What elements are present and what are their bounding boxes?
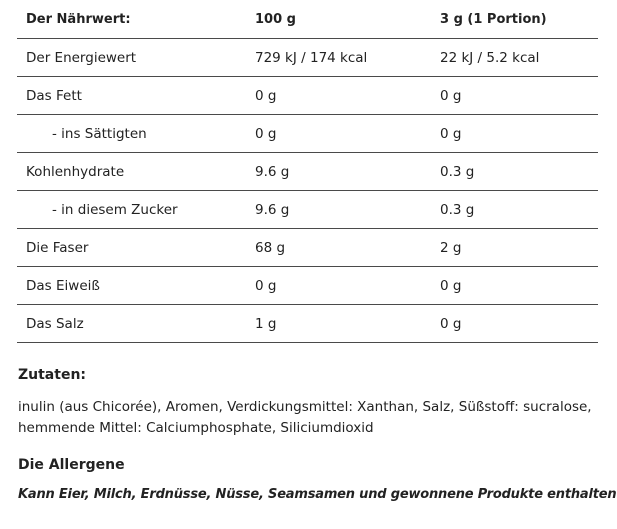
table-row xyxy=(17,267,598,305)
table-row xyxy=(17,229,598,267)
row-per-100g: 9.6 g xyxy=(255,163,290,180)
row-label: Das Salz xyxy=(26,315,84,332)
row-label: Das Fett xyxy=(26,87,82,104)
row-label: Der Energiewert xyxy=(26,49,137,66)
row-label: - in diesem Zucker xyxy=(52,201,178,218)
row-per-100g: 729 kJ / 174 kcal xyxy=(255,49,368,66)
header-nutrient: Der Nährwert: xyxy=(26,11,131,27)
table-row xyxy=(17,77,598,115)
row-per-100g: 0 g xyxy=(255,87,277,104)
header-per-100g: 100 g xyxy=(255,11,296,27)
table-row xyxy=(17,39,598,77)
row-per-portion: 0 g xyxy=(440,277,462,294)
row-per-portion: 0.3 g xyxy=(440,163,475,180)
row-per-portion: 0 g xyxy=(440,125,462,142)
table-row xyxy=(17,153,598,191)
row-per-100g: 0 g xyxy=(255,125,277,142)
allergens-text: Kann Eier, Milch, Erdnüsse, Nüsse, Seamsamen und gewonnene Produkte enthalten xyxy=(18,487,617,502)
ingredients-text: inulin (aus Chicorée), Aromen, Verdickungsmittel: Xanthan, Salz, Süßstoff: sucralose, hemmende Mittel: Calciumphosphate, Siliciumdioxid xyxy=(18,399,592,436)
nutrition-table xyxy=(17,0,598,343)
table-row xyxy=(17,305,598,343)
row-per-100g: 9.6 g xyxy=(255,201,290,218)
row-per-100g: 1 g xyxy=(255,315,277,332)
row-per-100g: 0 g xyxy=(255,277,277,294)
row-per-100g: 68 g xyxy=(255,239,286,256)
row-per-portion: 22 kJ / 5.2 kcal xyxy=(440,49,540,66)
row-per-portion: 0.3 g xyxy=(440,201,475,218)
table-row xyxy=(17,115,598,153)
row-per-portion: 0 g xyxy=(440,87,462,104)
row-label: Kohlenhydrate xyxy=(26,163,125,180)
table-row xyxy=(17,191,598,229)
row-label: - ins Sättigten xyxy=(52,125,147,142)
header-per-portion: 3 g (1 Portion) xyxy=(440,11,547,27)
table-header-row xyxy=(17,0,598,39)
row-label: Die Faser xyxy=(26,239,89,256)
allergens-title: Die Allergene xyxy=(18,457,125,473)
row-per-portion: 0 g xyxy=(440,315,462,332)
ingredients-title: Zutaten: xyxy=(18,367,87,383)
row-label: Das Eiweiß xyxy=(26,277,100,294)
row-per-portion: 2 g xyxy=(440,239,462,256)
